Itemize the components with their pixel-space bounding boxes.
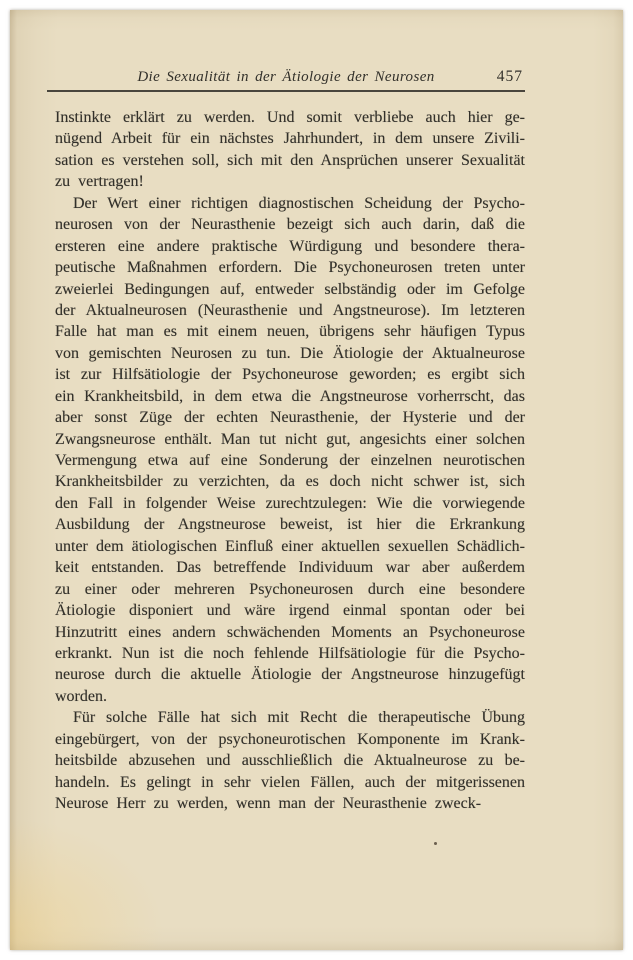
ink-speck bbox=[434, 842, 437, 845]
page-text bbox=[55, 107, 525, 814]
running-header-row bbox=[47, 66, 525, 88]
running-header bbox=[47, 66, 525, 92]
text-line: den Fall in folgender Weise zurechtzulegen: Wie die vorwiegende bbox=[55, 494, 525, 512]
text-line: eingebürgert, von der psychoneurotischen Komponente im Krank- bbox=[55, 730, 525, 748]
text-line: neurose durch die aktuelle Ätiologie der Angstneurose hinzugefügt bbox=[55, 666, 525, 684]
text-line: Krankheitsbilder zu verzichten, da es doch nicht schwer ist, sich bbox=[55, 473, 525, 491]
text-line: erkrankt. Nun ist die noch fehlende Hilfsätiologie für die Psycho- bbox=[55, 644, 525, 662]
text-line: Instinkte erklärt zu werden. Und somit verbliebe auch hier ge- bbox=[55, 109, 525, 126]
text-line: Hinzutritt eines andern schwächenden Moments an Psychoneurose bbox=[55, 623, 525, 641]
header-rule bbox=[47, 90, 525, 92]
text-line: sation es verstehen soll, sich mit den Ansprüchen unserer Sexualität bbox=[55, 151, 525, 169]
text-line: der Aktualneurosen (Neurasthenie und Angstneurose). Im letzteren bbox=[55, 301, 525, 319]
text-line: ersteren eine andere praktische Würdigung und besondere thera- bbox=[55, 237, 525, 255]
text-line: heitsbilde abzusehen und ausschließlich die Aktualneurose zu be- bbox=[55, 752, 525, 770]
running-title: Die Sexualität in der Ätiologie der Neurosen bbox=[137, 69, 435, 85]
text-line: zweierlei Bedingungen auf, entweder selbständig oder im Gefolge bbox=[55, 280, 525, 298]
text-line: Ätiologie disponiert und wäre irgend einmal spontan oder bei bbox=[55, 602, 525, 620]
text-line: Ausbildung der Angstneurose beweist, ist hier die Erkrankung bbox=[55, 516, 525, 534]
text-line: handeln. Es gelingt in sehr vielen Fällen, auch der mitgerissenen bbox=[55, 773, 525, 791]
text-line: ist zur Hilfsätiologie der Psychoneurose geworden; es ergibt sich bbox=[55, 366, 525, 384]
text-line: Falle hat man es mit einem neuen, übrigens sehr häufigen Typus bbox=[55, 323, 525, 341]
text-line: zu vertragen! bbox=[55, 173, 144, 191]
text-line: zu einer oder mehreren Psychoneurosen durch eine besondere bbox=[55, 580, 525, 598]
text-line: Zwangsneurose enthält. Man tut nicht gut, angesichts einer solchen bbox=[55, 430, 525, 448]
text-line: aber sonst Züge der echten Neurasthenie, der Hysterie und der bbox=[55, 409, 525, 427]
book-page bbox=[10, 10, 623, 950]
text-line: worden. bbox=[55, 687, 107, 705]
text-line: ein Krankheitsbild, in dem etwa die Angstneurose vorherrscht, das bbox=[55, 387, 525, 405]
text-line: Neurose Herr zu werden, wenn man der Neurasthenie zweck- bbox=[55, 795, 482, 812]
text-line: Vermengung etwa auf eine Sonderung der einzelnen neurotischen bbox=[55, 452, 525, 469]
text-line: Der Wert einer richtigen diagnostischen Scheidung der Psycho- bbox=[73, 194, 525, 212]
text-line: unter dem ätiologischen Einfluß einer aktuellen sexuellen Schädlich- bbox=[55, 537, 525, 555]
text-line: neurosen von der Neurasthenie bezeigt sich auch darin, daß die bbox=[55, 216, 525, 234]
page-number: 457 bbox=[496, 68, 523, 85]
text-line: Für solche Fälle hat sich mit Recht die therapeutische Übung bbox=[73, 709, 525, 727]
text-line: von gemischten Neurosen zu tun. Die Ätiologie der Aktualneurose bbox=[55, 344, 525, 362]
text-line: keit entstanden. Das betreffende Individuum war aber außerdem bbox=[55, 559, 525, 577]
text-line: peutische Maßnahmen erfordern. Die Psychoneurosen treten unter bbox=[55, 259, 525, 277]
text-line: nügend Arbeit für ein nächstes Jahrhundert, in dem unsere Zivili- bbox=[55, 130, 525, 148]
